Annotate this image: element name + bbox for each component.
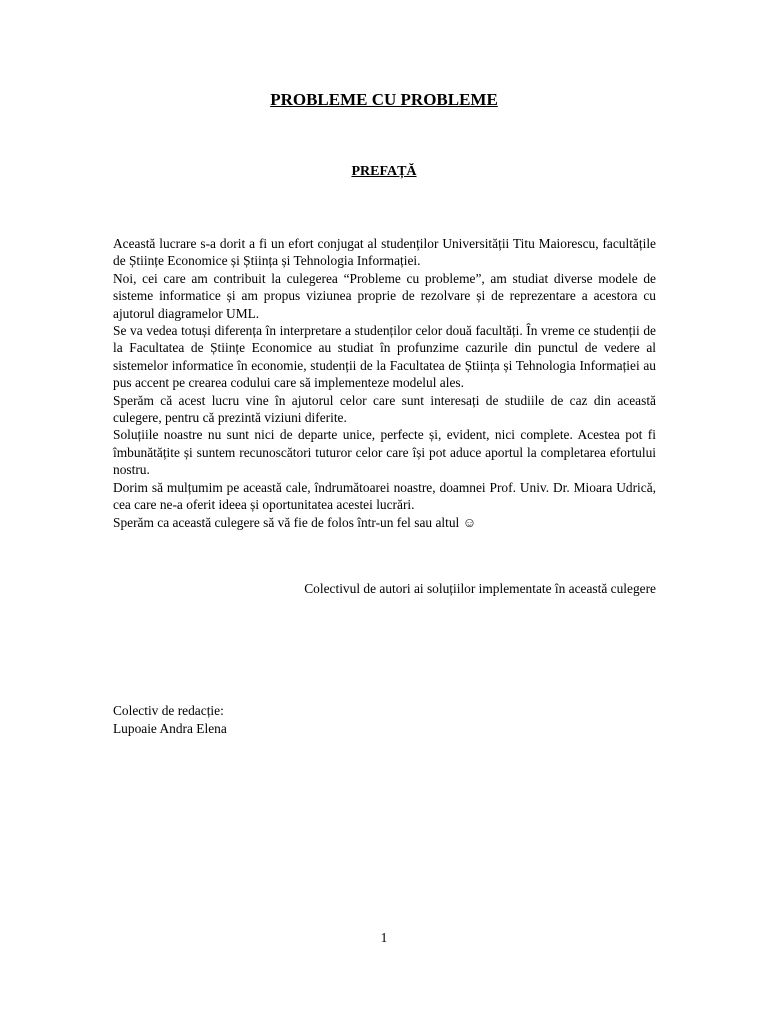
editorial-member: Lupoaie Andra Elena <box>113 721 227 736</box>
paragraph-4: Sperăm că acest lucru vine în ajutorul celor care sunt interesați de studiile de caz din această culegere, pentru că prezintă viziuni diferite. <box>113 392 656 426</box>
page-number: 1 <box>380 930 388 945</box>
editorial-team <box>113 702 227 738</box>
paragraph-1: Această lucrare s-a dorit a fi un efort conjugat al studenților Universității Titu Maiorescu, facultățile de Științe Economice și Știința și Tehnologia Informației. <box>113 236 656 269</box>
document-title-text: PROBLEME CU PROBLEME <box>270 90 498 109</box>
section-heading <box>0 164 768 180</box>
paragraph-6: Dorim să mulțumim pe această cale, îndrumătoarei noastre, doamnei Prof. Univ. Dr. Mioara Udrică, cea care ne-a oferit ideea și oportunitatea acestei lucrări. <box>113 479 656 513</box>
preface-body <box>113 235 656 531</box>
paragraph-3: Se va vedea totuși diferența în interpretare a studenților celor două facultăți. În vreme ce studenții de la Facultatea de Științe Economice au studiat în profunzime cazurile din punctul de vedere al sistemelor informatice în economie, studenții de la Facultatea de Știința și Tehnologia Informației au pus accent pe crearea codului care să implementeze modelul ales. <box>113 323 656 391</box>
paragraph-2: Noi, cei care am contribuit la culegerea “Probleme cu probleme”, am studiat diverse modele de sisteme informatice și am propus viziunea proprie de rezolvare și de reprezentare a acestora cu ajutorul diagramelor UML. <box>113 270 656 321</box>
editorial-label: Colectiv de redacție: <box>113 703 224 718</box>
paragraph-7: Sperăm ca această culegere să vă fie de folos într-un fel sau altul ☺ <box>113 514 477 530</box>
authors-signature: Colectivul de autori ai soluțiilor implementate în această culegere <box>304 581 656 596</box>
paragraph-5: Soluțiile noastre nu sunt nici de departe unice, perfecte și, evident, nici complete. Acestea pot fi îmbunătățite și suntem recunoscători tuturor celor care își pot aduce aportul la completarea efortului nostru. <box>113 427 656 478</box>
document-title <box>0 90 768 110</box>
section-heading-text: PREFAȚĂ <box>351 164 417 179</box>
